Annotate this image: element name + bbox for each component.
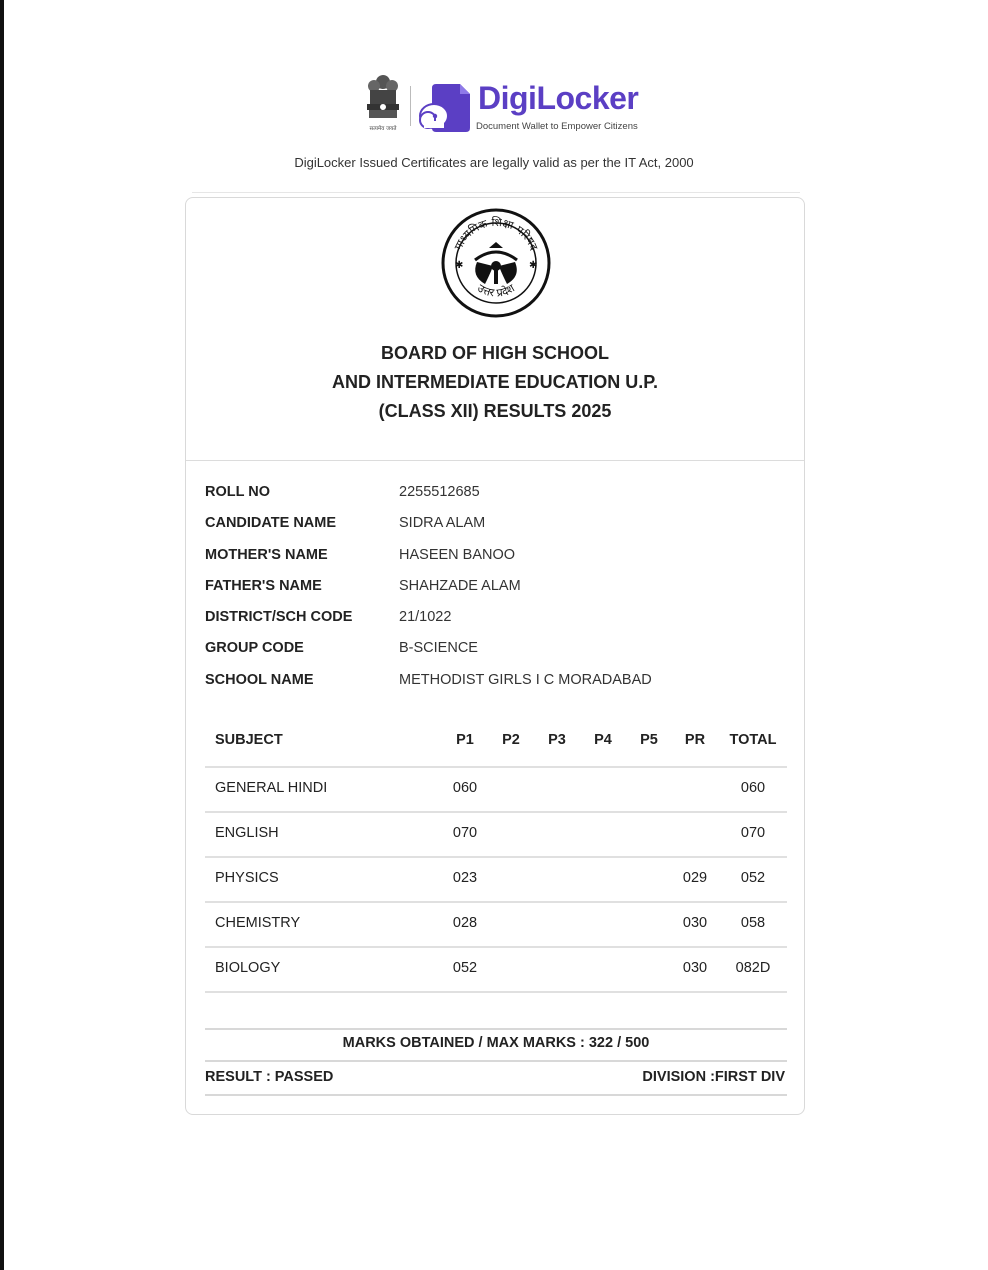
cell-total: 070 (740, 825, 766, 841)
header-p2: P2 (502, 732, 520, 748)
marks-summary: MARKS OBTAINED / MAX MARKS : 322 / 500 (342, 1035, 650, 1051)
table-row (205, 858, 787, 903)
header-divider (410, 86, 411, 126)
detail-value: SHAHZADE ALAM (399, 577, 521, 594)
detail-value: 21/1022 (399, 609, 452, 626)
table-row (205, 903, 787, 948)
brand-name: DigiLocker (478, 80, 639, 116)
detail-value: B-SCIENCE (399, 640, 478, 657)
detail-value: HASEEN BANOO (399, 546, 516, 563)
detail-label: MOTHER'S NAME (205, 546, 328, 563)
result-card (185, 197, 805, 1115)
detail-value: 2255512685 (399, 484, 480, 500)
detail-label: SCHOOL NAME (205, 671, 314, 688)
board-title-line1: BOARD OF HIGH SCHOOL (381, 343, 609, 363)
table-row (205, 768, 787, 813)
header-p5: P5 (640, 732, 658, 748)
cell-pr: 030 (682, 960, 708, 976)
detail-label: CANDIDATE NAME (205, 515, 337, 532)
brand-tagline: Document Wallet to Empower Citizens (476, 121, 638, 132)
left-border (0, 0, 4, 1270)
cell-subject: CHEMISTRY (215, 915, 301, 931)
detail-value: METHODIST GIRLS I C MORADABAD (399, 671, 652, 688)
header-pr: PR (684, 732, 706, 748)
emblem-caption: सत्यमेव जयते (369, 126, 397, 132)
cell-subject: ENGLISH (215, 825, 279, 841)
table-row (205, 813, 787, 858)
cell-subject: BIOLOGY (215, 960, 281, 976)
cell-p1: 070 (452, 825, 478, 841)
detail-value: SIDRA ALAM (399, 515, 486, 532)
board-title-line2: AND INTERMEDIATE EDUCATION U.P. (331, 372, 658, 392)
board-title-line3: (CLASS XII) RESULTS 2025 (378, 401, 612, 421)
cell-p1: 052 (452, 960, 478, 976)
summary-bottom-rule (205, 1094, 787, 1096)
national-emblem-icon (360, 72, 406, 134)
card-header (186, 198, 804, 461)
seal-top-text: माध्यमिक शिक्षा परिषद (451, 215, 541, 253)
cell-p1: 023 (452, 870, 478, 886)
svg-text:✱: ✱ (455, 260, 464, 271)
svg-text:✱: ✱ (529, 260, 538, 271)
legal-note: DigiLocker Issued Certificates are legally valid as per the IT Act, 2000 (294, 155, 694, 170)
summary-middle-rule (205, 1060, 787, 1062)
detail-label: GROUP CODE (205, 640, 304, 657)
header-p4: P4 (594, 732, 612, 748)
header-rule (192, 192, 800, 193)
marks-table (205, 720, 787, 993)
summary-top-rule (205, 1028, 787, 1030)
cell-total: 060 (740, 780, 766, 796)
board-title (186, 339, 804, 426)
detail-label: FATHER'S NAME (205, 577, 322, 594)
marks-table-header (205, 720, 787, 768)
cell-p1: 060 (452, 780, 478, 796)
cell-total: 082D (735, 960, 771, 976)
detail-label: ROLL NO (205, 484, 270, 500)
cell-subject: GENERAL HINDI (215, 780, 328, 796)
division-status: DIVISION :FIRST DIV (642, 1069, 785, 1085)
header-total: TOTAL (729, 732, 777, 748)
svg-text:उत्तर प्रदेश (475, 281, 517, 299)
cell-pr: 029 (682, 870, 708, 886)
cell-total: 058 (740, 915, 766, 931)
header-p3: P3 (548, 732, 566, 748)
cell-p1: 028 (452, 915, 478, 931)
board-seal-icon (441, 208, 551, 318)
result-status: RESULT : PASSED (205, 1069, 334, 1085)
cell-pr: 030 (682, 915, 708, 931)
header-p1: P1 (456, 732, 474, 748)
digilocker-logo-icon (416, 80, 474, 134)
cell-total: 052 (740, 870, 766, 886)
cell-subject: PHYSICS (215, 870, 279, 886)
seal-bottom-text: उत्तर प्रदेश (475, 281, 517, 300)
header-subject: SUBJECT (215, 732, 283, 748)
table-row (205, 948, 787, 993)
detail-label: DISTRICT/SCH CODE (205, 609, 353, 626)
